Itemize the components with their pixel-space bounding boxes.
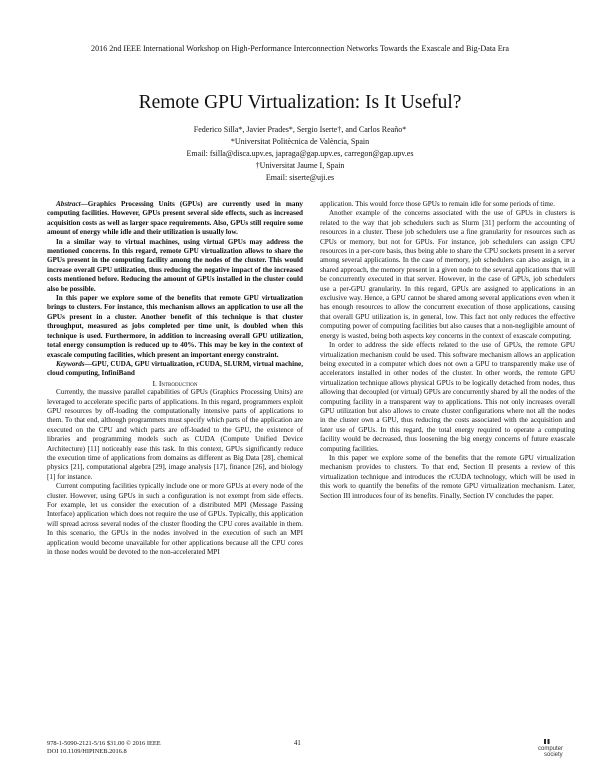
paper-title: Remote GPU Virtualization: Is It Useful?	[138, 92, 462, 113]
logo-text-society: society	[544, 752, 563, 758]
left-column	[47, 200, 303, 752]
affiliation-1: *Universitat Politècnica de València, Spain	[230, 137, 370, 146]
email-1: Email: fsilla@disca.upv.es, japraga@gap.upv.es, carregon@gap.upv.es	[186, 149, 414, 158]
footer-isbn: 978-1-5090-2121-5/16 $31.00 © 2016 IEEE	[47, 740, 161, 747]
abstract-paragraph: In this paper we explore some of the benefits that remote GPU virtualization brings to clusters. For instance, this mechanism allows an application to use all the GPUs present in a cluster. Another benefit of this technique is that cluster throughput, measured as jobs completed per time unit, is doubled when this technique is used. Furthermore, in addition to increasing overall GPU utilization, total energy consumption is reduced up to 40%. This may be key in the context of exascale computing facilities, which present an important energy constraint.	[47, 294, 303, 359]
body-paragraph: application. This would force those GPUs to remain idle for some periods of time.	[320, 200, 555, 208]
keywords: Keywords—GPU, CUDA, GPU virtualization, rCUDA, SLURM, virtual machine, cloud computing, InfiniBand	[47, 359, 303, 378]
email-2: Email: siserte@uji.es	[265, 173, 335, 182]
conference-header: 2016 2nd IEEE International Workshop on High-Performance Interconnection Networks Towards the Exascale and Big-Data Era	[91, 44, 509, 53]
abstract-label: Abstract	[56, 200, 81, 208]
body-paragraph: Another example of the concerns associated with the use of GPUs in clusters is related to the way that job schedulers such as Slurm [31] perform the accounting of resources in a cluster. These job schedulers use a fine granularity for resources such as CPUs or memory, but not for GPUs. For instance, job schedulers can assign CPU resources in a per-core basis, thus being able to share the CPU sockets present in a server among several applications. In the case of memory, job schedulers can also assign, in a shared approach, the memory present in a given node to the several applications that will be concurrently executed in that server. However, in the case of GPUs, job schedulers use a per-GPU granularity. In this regard, GPUs are assigned to applications in an exclusive way. Hence, a GPU cannot be shared among several applications even when it has enough resources to allow the concurrent execution of those applications, causing that overall GPU utilization is, in general, low. This fact not only reduces the effective computing power of computing facilities but also causes that a non-negligible amount of energy is wasted, being both aspects key concerns in the context of exascale computing.	[320, 209, 575, 340]
abstract	[47, 200, 303, 360]
abstract-paragraph: Abstract—Graphics Processing Units (GPUs) are currently used in many computing facilities. However, GPUs present several side effects, such as increased acquisition costs as well as larger space requirements. Also, GPUs still require some amount of energy while idle and their utilization is usually low.	[47, 200, 303, 237]
keywords-label: Keywords	[56, 359, 85, 368]
footer-doi: DOI 10.1109/HIPINEB.2016.8	[47, 748, 127, 755]
affiliation-2: †Universitat Jaume I, Spain	[255, 161, 345, 170]
page-number: 41	[294, 740, 301, 747]
author-block	[0, 124, 600, 184]
body-paragraph: In order to address the side effects related to the use of GPUs, the remote GPU virtualization mechanism could be used. This software mechanism allows an application being executed in a computer which does not own a GPU to transparently make use of accelerators installed in other nodes of the cluster. In other words, the remote GPU virtualization technique allows physical GPUs to be logically detached from nodes, thus allowing that decoupled (or virtual) GPUs are concurrently shared by all the nodes of the computing facility in a transparent way to applications. This not only increases overall GPU utilization but also allows to create cluster configurations where not all the nodes in the cluster own a GPU, thus reducing the costs associated with the acquisition and later use of GPUs. In this regard, the total energy required to operate a computing facility would be decreased, thus loosening the big energy concerns of future exascale computing facilities.	[320, 341, 575, 453]
logo-text-computer: computer	[538, 746, 564, 752]
abstract-paragraph: In a similar way to virtual machines, using virtual GPUs may address the mentioned concerns. In this regard, remote GPU virtualization allows to share the GPUs present in the computing facility among the nodes of the cluster. This would increase overall GPU utilization, thus reducing the negative impact of the increased costs mentioned before. Reducing the amount of GPUs installed in the cluster could also be possible.	[47, 237, 303, 293]
right-column	[320, 200, 575, 752]
body-paragraph: Currently, the massive parallel capabilities of GPUs (Graphics Processing Units) are leveraged to accelerate specific parts of applications. In this regard, programmers exploit GPU resources by off-loading the computationally intensive parts of applications to them. To that end, although programmers must specify which parts of the application are executed on the CPU and which parts are off-loaded to the GPU, the existence of libraries and programming models such as CUDA (Compute Unified Device Architecture) [11] noticeably ease this task. In this context, GPUs significantly reduce the execution time of applications from domains as different as Big Data [28], chemical physics [21], computational algebra [29], image analysis [17], finance [26], and biology [1] for instance.	[47, 388, 303, 481]
footer-copyright	[47, 740, 161, 756]
body-paragraph: In this paper we explore some of the benefits that the remote GPU virtualization mechanism provides to clusters. To that end, Section II presents a review of this virtualization technique and introduces the rCUDA technology, which will be used in this work to quantify the benefits of the remote GPU virtualization mechanism. Later, Section III introduces four of its benefits. Finally, Section IV concludes the paper.	[320, 453, 575, 500]
section-heading: I. Introduction	[152, 378, 198, 388]
ieee-computer-society-logo-icon	[530, 738, 576, 760]
author-names: Federico Silla*, Javier Prades*, Sergio Iserte†, and Carlos Reaño*	[193, 125, 407, 134]
body-paragraph: Current computing facilities typically include one or more GPUs at every node of the cluster. However, using GPUs in such a configuration is not exempt from side effects. For example, let us consider the execution of a distributed MPI (Message Passing Interface) application which does not require the use of GPUs. Typically, this application will spread across several nodes of the cluster flooding the CPU cores available in them. In this scenario, the GPUs in the nodes involved in the execution of such an MPI application would become unavailable for other applications because all the CPU cores in those nodes would be devoted to the non-accelerated MPI	[47, 482, 303, 557]
